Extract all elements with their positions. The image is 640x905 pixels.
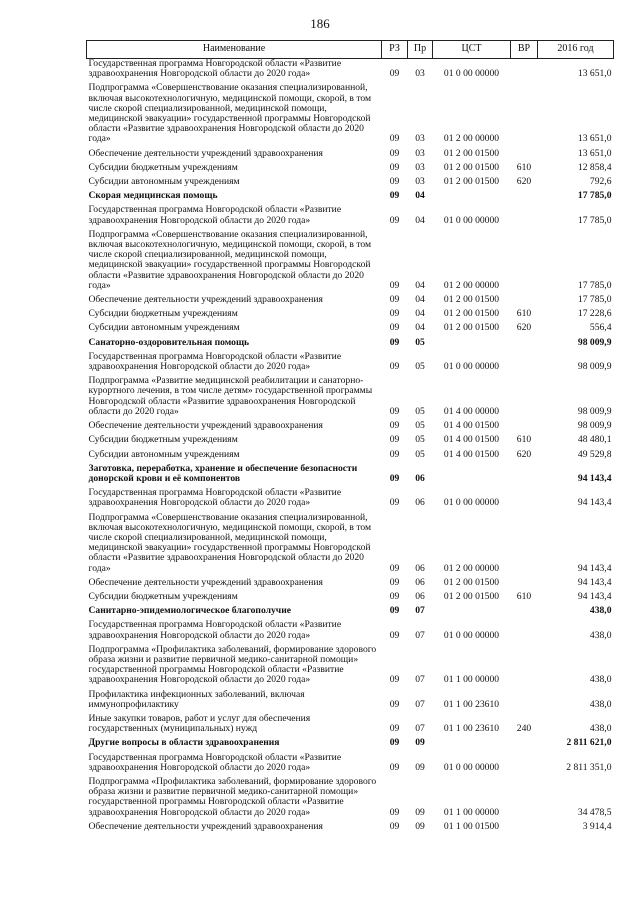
cell-name: Профилактика инфекционных заболеваний, включая иммунопрофилактику (88, 688, 305, 710)
cell-cst: 01 0 00 00000 (443, 761, 500, 773)
cell-name: Субсидии бюджетным учреждениям (88, 434, 238, 446)
cell-vr (511, 348, 538, 372)
cell-amount: 17 785,0 (577, 294, 612, 306)
cell-amount: 94 143,4 (577, 472, 612, 484)
cell-cst: 01 2 00 01500 (443, 322, 500, 334)
cell-cst: 01 0 00 00000 (443, 361, 500, 373)
cell-name: Субсидии бюджетным учреждениям (88, 161, 238, 173)
cell-pr: 03 (415, 133, 425, 145)
cell-name: Субсидии бюджетным учреждениям (88, 590, 238, 602)
cell-cst: 01 2 00 00000 (443, 133, 500, 145)
cell-cst: 01 2 00 01500 (443, 576, 500, 588)
cell-name: Заготовка, переработка, хранение и обеспечение безопасности донорской крови и её компонентов (88, 462, 358, 484)
cell-pr: 03 (415, 68, 425, 80)
cell-vr: 620 (516, 322, 532, 334)
cell-name: Субсидии автономным учреждениям (88, 322, 240, 334)
cell-pr: 07 (415, 723, 425, 735)
cell-pr: 04 (415, 190, 425, 202)
cell-rz: 09 (389, 590, 400, 602)
cell-amount: 438,0 (589, 629, 612, 641)
cell-name: Субсидии бюджетным учреждениям (88, 308, 238, 320)
cell-amount: 438,0 (589, 698, 612, 710)
cell-rz: 09 (389, 322, 400, 334)
cell-name: Скорая медицинская помощь (88, 190, 218, 202)
cell-name: Обеспечение деятельности учреждений здравоохранения (88, 147, 323, 159)
cell-amount: 98 009,9 (577, 405, 612, 417)
table-row (87, 226, 614, 291)
header-pr: Пр (408, 41, 433, 59)
cell-vr (511, 460, 538, 484)
cell-cst: 01 1 00 00000 (443, 806, 500, 818)
cell-vr (511, 602, 538, 616)
table-row (87, 173, 614, 187)
cell-rz: 09 (389, 294, 400, 306)
header-rz: РЗ (382, 41, 408, 59)
cell-pr: 09 (415, 761, 425, 773)
cell-vr (511, 509, 538, 574)
table-row (87, 417, 614, 431)
cell-vr: 610 (516, 161, 532, 173)
cell-amount: 2 811 621,0 (566, 737, 612, 749)
cell-rz: 09 (389, 497, 400, 509)
cell-cst (433, 334, 511, 348)
page-number: 186 (310, 16, 330, 31)
table-row (87, 59, 614, 80)
cell-pr: 07 (415, 605, 425, 617)
table-row (87, 431, 614, 445)
table-row (87, 588, 614, 602)
cell-amount: 98 009,9 (577, 420, 612, 432)
cell-cst: 01 2 00 00000 (443, 279, 500, 291)
cell-vr (511, 334, 538, 348)
cell-vr (511, 372, 538, 417)
cell-rz: 09 (389, 605, 400, 617)
cell-pr: 05 (415, 420, 425, 432)
cell-amount: 13 651,0 (577, 147, 612, 159)
cell-rz: 09 (389, 161, 400, 173)
cell-amount: 792,6 (589, 176, 612, 188)
table-row (87, 446, 614, 460)
cell-vr: 620 (516, 176, 532, 188)
cell-vr (511, 686, 538, 710)
cell-vr (511, 79, 538, 144)
header-year: 2016 год (538, 41, 614, 59)
cell-vr: 620 (516, 448, 532, 460)
table-row (87, 201, 614, 225)
cell-amount: 17 785,0 (577, 279, 612, 291)
table-row (87, 291, 614, 305)
cell-amount: 2 811 351,0 (566, 761, 612, 773)
cell-name: Государственная программа Новгородской области «Развитие здравоохранения Новгородской области до 2020 года» (88, 204, 342, 226)
cell-rz: 09 (389, 176, 400, 188)
cell-amount: 17 228,6 (577, 308, 612, 320)
cell-amount: 438,0 (589, 674, 612, 686)
cell-rz: 09 (389, 576, 400, 588)
cell-amount: 12 858,4 (577, 161, 612, 173)
cell-pr: 05 (415, 336, 425, 348)
cell-name: Обеспечение деятельности учреждений здравоохранения (88, 294, 323, 306)
cell-name: Государственная программа Новгородской области «Развитие здравоохранения Новгородской области до 2020 года» (88, 58, 342, 80)
cell-name: Государственная программа Новгородской области «Развитие здравоохранения Новгородской области до 2020 года» (88, 619, 342, 641)
table-row (87, 79, 614, 144)
cell-vr (511, 818, 538, 832)
cell-cst: 01 4 00 01500 (443, 434, 500, 446)
cell-cst: 01 0 00 00000 (443, 214, 500, 226)
header-name: Наименование (87, 41, 382, 59)
cell-cst: 01 2 00 01500 (443, 308, 500, 320)
cell-amount: 556,4 (589, 322, 612, 334)
cell-amount: 98 009,9 (577, 361, 612, 373)
cell-name: Санаторно-оздоровительная помощь (88, 336, 250, 348)
cell-amount: 49 529,8 (577, 448, 612, 460)
table-row (87, 710, 614, 734)
cell-amount: 94 143,4 (577, 562, 612, 574)
cell-amount: 94 143,4 (577, 497, 612, 509)
cell-pr: 04 (415, 294, 425, 306)
cell-amount: 438,0 (589, 723, 612, 735)
cell-amount: 48 480,1 (577, 434, 612, 446)
cell-name: Подпрограмма «Совершенствование оказания специализированной, включая высокотехнологичную, медицинской помощи, скорой, в том числе скорой специализированной, медицинской помощи, медицинской эвакуации» государственной программы Новгородской области «Развитие здравоохранения Новгородской области до 2020 года» (88, 82, 372, 145)
cell-cst: 01 1 00 00000 (443, 674, 500, 686)
table-row (87, 734, 614, 748)
cell-cst: 01 2 00 01500 (443, 294, 500, 306)
cell-cst: 01 2 00 01500 (443, 147, 500, 159)
cell-vr (511, 226, 538, 291)
cell-pr: 06 (415, 562, 425, 574)
cell-pr: 03 (415, 176, 425, 188)
cell-name: Другие вопросы в области здравоохранения (88, 737, 280, 749)
cell-pr: 07 (415, 629, 425, 641)
table-row (87, 305, 614, 319)
cell-amount: 13 651,0 (577, 133, 612, 145)
cell-cst: 01 1 00 23610 (443, 723, 500, 735)
cell-vr: 610 (516, 434, 532, 446)
table-row (87, 484, 614, 508)
cell-cst: 01 2 00 00000 (443, 562, 500, 574)
cell-name: Иные закупки товаров, работ и услуг для обеспечения государственных (муниципальных) нужд (88, 712, 311, 735)
table-row (87, 641, 614, 686)
cell-name: Подпрограмма «Совершенствование оказания специализированной, включая высокотехнологичную, медицинской помощи, скорой, в том числе скорой специализированной, медицинской помощи, медицинской эвакуации» государственной программы Новгородской области «Развитие здравоохранения Новгородской области до 2020 года» (88, 228, 372, 291)
cell-cst (433, 460, 511, 484)
cell-vr (511, 574, 538, 588)
table-row (87, 818, 614, 832)
cell-amount: 13 651,0 (577, 68, 612, 80)
table-row (87, 686, 614, 710)
cell-cst: 01 0 00 00000 (443, 629, 500, 641)
cell-vr: 610 (516, 308, 532, 320)
header-cst: ЦСТ (433, 41, 511, 59)
cell-name: Подпрограмма «Совершенствование оказания специализированной, включая высокотехнологичную, медицинской помощи, скорой, в том числе скорой специализированной, медицинской помощи, медицинской эвакуации» государственной программы Новгородской области «Развитие здравоохранения Новгородской области до 2020 года» (88, 511, 372, 574)
cell-vr (511, 749, 538, 773)
cell-rz: 09 (389, 472, 400, 484)
cell-pr: 06 (415, 497, 425, 509)
cell-name: Санитарно-эпидемиологическое благополучие (88, 605, 291, 617)
cell-pr: 09 (415, 737, 425, 749)
cell-vr: 610 (516, 590, 532, 602)
cell-amount: 3 914,4 (582, 820, 612, 832)
cell-amount: 34 478,5 (577, 806, 612, 818)
cell-cst: 01 2 00 01500 (443, 176, 500, 188)
cell-rz: 09 (389, 133, 400, 145)
table-row (87, 749, 614, 773)
cell-pr: 05 (415, 405, 425, 417)
cell-pr: 04 (415, 279, 425, 291)
cell-name: Обеспечение деятельности учреждений здравоохранения (88, 576, 323, 588)
cell-pr: 06 (415, 472, 425, 484)
cell-vr (511, 187, 538, 201)
cell-vr (511, 417, 538, 431)
cell-rz: 09 (389, 698, 400, 710)
cell-amount: 438,0 (589, 605, 612, 617)
table-row (87, 348, 614, 372)
cell-rz: 09 (389, 562, 400, 574)
cell-pr: 06 (415, 576, 425, 588)
cell-rz: 09 (389, 820, 400, 832)
cell-rz: 09 (389, 674, 400, 686)
table-row (87, 602, 614, 616)
budget-table (86, 40, 614, 832)
cell-cst: 01 0 00 00000 (443, 497, 500, 509)
cell-cst (433, 734, 511, 748)
cell-cst: 01 1 00 01500 (443, 820, 500, 832)
cell-rz: 09 (389, 190, 400, 202)
cell-cst: 01 1 00 23610 (443, 698, 500, 710)
cell-pr: 09 (415, 806, 425, 818)
cell-vr (511, 484, 538, 508)
cell-cst: 01 4 00 01500 (443, 448, 500, 460)
cell-rz: 09 (389, 806, 400, 818)
cell-rz: 09 (389, 629, 400, 641)
cell-vr (511, 291, 538, 305)
cell-pr: 04 (415, 308, 425, 320)
cell-pr: 05 (415, 448, 425, 460)
cell-name: Субсидии автономным учреждениям (88, 448, 240, 460)
cell-pr: 05 (415, 361, 425, 373)
cell-rz: 09 (389, 361, 400, 373)
cell-cst: 01 4 00 01500 (443, 420, 500, 432)
cell-rz: 09 (389, 68, 400, 80)
cell-rz: 09 (389, 405, 400, 417)
table-row (87, 145, 614, 159)
cell-rz: 09 (389, 147, 400, 159)
cell-name: Подпрограмма «Профилактика заболеваний, формирование здорового образа жизни и развитие первичной медико-санитарной помощи» государственной программы Новгородской области «Развитие здравоохранения Новгородской области до 2020 года» (88, 775, 377, 818)
cell-name: Подпрограмма «Развитие медицинской реабилитации и санаторно-курортного лечения, в том числе детям» государственной программы Новгородской области «Развитие здравоохранения Новгородской области до 2020 года» (88, 375, 373, 417)
cell-rz: 09 (389, 737, 400, 749)
cell-vr (511, 616, 538, 640)
cell-cst: 01 2 00 01500 (443, 161, 500, 173)
cell-pr: 03 (415, 161, 425, 173)
cell-amount: 98 009,9 (577, 336, 612, 348)
table-header-row (87, 41, 614, 59)
cell-pr: 07 (415, 674, 425, 686)
table-row (87, 319, 614, 333)
cell-name: Государственная программа Новгородской области «Развитие здравоохранения Новгородской области до 2020 года» (88, 350, 342, 373)
cell-rz: 09 (389, 723, 400, 735)
cell-pr: 07 (415, 698, 425, 710)
cell-pr: 04 (415, 214, 425, 226)
cell-name: Обеспечение деятельности учреждений здравоохранения (88, 820, 323, 832)
table-row (87, 334, 614, 348)
cell-cst (433, 602, 511, 616)
cell-name: Подпрограмма «Профилактика заболеваний, формирование здорового образа жизни и развитие первичной медико-санитарной помощи» государственной программы Новгородской области «Развитие здравоохранения Новгородской области до 2020 года» (88, 643, 377, 686)
cell-name: Субсидии автономным учреждениям (88, 176, 240, 188)
table-row (87, 372, 614, 417)
cell-rz: 09 (389, 279, 400, 291)
header-vr: ВР (511, 41, 538, 59)
cell-rz: 09 (389, 420, 400, 432)
cell-amount: 17 785,0 (577, 214, 612, 226)
table-row (87, 616, 614, 640)
cell-pr: 03 (415, 147, 425, 159)
cell-rz: 09 (389, 336, 400, 348)
cell-rz: 09 (389, 214, 400, 226)
cell-pr: 05 (415, 434, 425, 446)
cell-name: Государственная программа Новгородской области «Развитие здравоохранения Новгородской области до 2020 года» (88, 751, 342, 773)
cell-amount: 94 143,4 (577, 590, 612, 602)
cell-cst: 01 4 00 00000 (443, 405, 500, 417)
cell-cst: 01 0 00 00000 (443, 68, 500, 80)
cell-vr (511, 145, 538, 159)
cell-cst: 01 2 00 01500 (443, 590, 500, 602)
cell-vr (511, 201, 538, 225)
cell-name: Обеспечение деятельности учреждений здравоохранения (88, 420, 323, 432)
cell-vr (511, 734, 538, 748)
cell-vr (511, 641, 538, 686)
table-row (87, 460, 614, 484)
table-row (87, 574, 614, 588)
table-row (87, 773, 614, 818)
cell-pr: 06 (415, 590, 425, 602)
table-row (87, 509, 614, 574)
cell-vr (511, 773, 538, 818)
cell-vr: 240 (516, 723, 532, 735)
cell-name: Государственная программа Новгородской области «Развитие здравоохранения Новгородской области до 2020 года» (88, 487, 342, 509)
cell-rz: 09 (389, 308, 400, 320)
table-row (87, 187, 614, 201)
cell-cst (433, 187, 511, 201)
cell-amount: 17 785,0 (577, 190, 612, 202)
table-body (87, 59, 614, 833)
cell-rz: 09 (389, 448, 400, 460)
cell-amount: 94 143,4 (577, 576, 612, 588)
cell-rz: 09 (389, 434, 400, 446)
cell-rz: 09 (389, 761, 400, 773)
cell-vr (511, 59, 538, 80)
table-row (87, 159, 614, 173)
cell-pr: 09 (415, 820, 425, 832)
cell-pr: 04 (415, 322, 425, 334)
